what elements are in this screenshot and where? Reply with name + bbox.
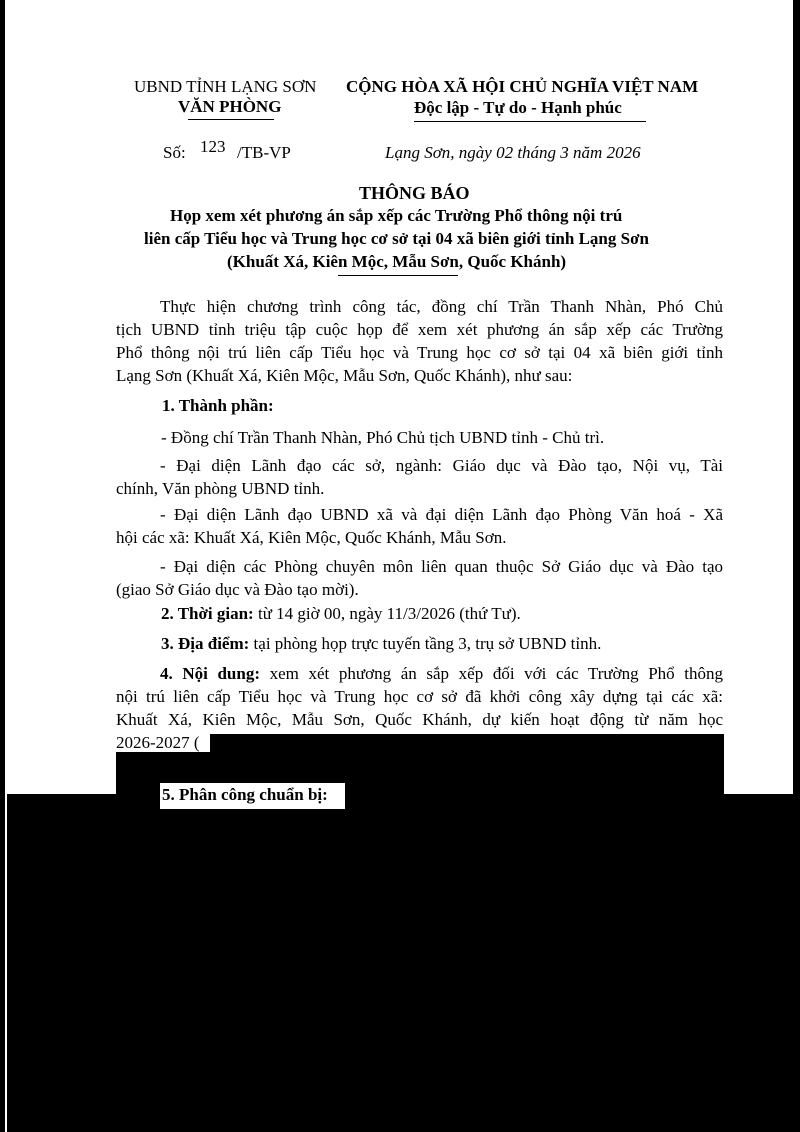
section-1-item-3	[116, 503, 723, 549]
section-4-line-1-text: xem xét phương án sắp xếp đối với các Trường Phổ thông	[260, 664, 723, 683]
section-3-label: 3. Địa điểm:	[161, 634, 250, 653]
document-number-prefix: Số:	[163, 143, 186, 162]
nation-line-2: Độc lập - Tự do - Hạnh phúc	[414, 98, 622, 117]
left-page-border	[0, 0, 5, 1132]
org-line-1: UBND TỈNH LẠNG SƠN	[134, 77, 317, 96]
section-4-line-2: nội trú liên cấp Tiểu học và Trung học cơ sở đã khởi công xây dựng tại các xã:	[116, 687, 723, 706]
org-underline	[188, 119, 274, 120]
notice-title-line-2: liên cấp Tiểu học và Trung học cơ sở tại 04 xã biên giới tỉnh Lạng Sơn	[144, 229, 649, 248]
org-line-2: VĂN PHÒNG	[178, 97, 282, 116]
section-4-label: 4. Nội dung:	[160, 664, 261, 683]
notice-title-line-1: Họp xem xét phương án sắp xếp các Trường Phổ thông nội trú	[170, 206, 623, 225]
intro-line-1: Thực hiện chương trình công tác, đồng chí Trần Thanh Nhàn, Phó Chủ	[160, 297, 723, 316]
section-2-label: 2. Thời gian:	[161, 604, 254, 623]
notice-title-line-3: (Khuất Xá, Kiên Mộc, Mẫu Sơn, Quốc Khánh)	[227, 252, 567, 271]
section-1-item-2	[116, 454, 723, 500]
notice-heading: THÔNG BÁO	[359, 183, 470, 203]
section-1-item-4-line-2: (giao Sở Giáo dục và Đào tạo mời).	[116, 580, 359, 599]
section-4-line-4: 2026-2027 (	[116, 733, 200, 752]
section-3-text: tại phòng họp trực tuyến tầng 3, trụ sở UBND tỉnh.	[249, 634, 602, 653]
section-1-heading: 1. Thành phần:	[162, 396, 274, 415]
place-date: Lạng Sơn, ngày 02 tháng 3 năm 2026	[385, 143, 641, 162]
section-1-item-1: - Đồng chí Trần Thanh Nhàn, Phó Chủ tịch UBND tỉnh - Chủ trì.	[161, 428, 605, 447]
section-1-item-3-line-1: - Đại diện Lãnh đạo UBND xã và đại diện Lãnh đạo Phòng Văn hoá - Xã	[160, 505, 723, 524]
section-1-item-2-line-1: - Đại diện Lãnh đạo các sở, ngành: Giáo dục và Đào tạo, Nội vụ, Tài	[160, 456, 723, 475]
title-underline	[338, 275, 458, 276]
occluded-region-lower	[7, 794, 793, 1132]
section-2-text: từ 14 giờ 00, ngày 11/3/2026 (thứ Tư).	[253, 604, 521, 623]
section-5-heading: 5. Phân công chuẩn bị:	[162, 785, 328, 804]
section-1-item-3-line-2: hội các xã: Khuất Xá, Kiên Mộc, Quốc Khánh, Mẫu Sơn.	[116, 528, 507, 547]
section-2-time	[161, 604, 521, 624]
section-4-line-3: Khuất Xá, Kiên Mộc, Mẫu Sơn, Quốc Khánh, dự kiến hoạt động từ năm học	[116, 710, 723, 729]
nation-line-1: CỘNG HÒA XÃ HỘI CHỦ NGHĨA VIỆT NAM	[346, 77, 699, 96]
right-page-border	[793, 0, 800, 1132]
intro-paragraph	[116, 295, 723, 387]
intro-line-3: Phổ thông nội trú liên cấp Tiểu học và Trung học cơ sở tại 04 xã biên giới tỉnh	[116, 343, 723, 362]
section-4-line-1	[116, 662, 723, 685]
section-1-item-4-line-1: - Đại diện các Phòng chuyên môn liên quan thuộc Sở Giáo dục và Đào tạo	[160, 557, 723, 576]
intro-line-4: Lạng Sơn (Khuất Xá, Kiên Mộc, Mẫu Sơn, Quốc Khánh), như sau:	[116, 366, 573, 385]
document-number-value: 123	[200, 137, 226, 156]
section-1-item-4	[116, 555, 723, 601]
document-number-suffix: /TB-VP	[237, 143, 291, 162]
section-1-item-2-line-2: chính, Văn phòng UBND tỉnh.	[116, 479, 325, 498]
section-3-location	[161, 634, 601, 654]
nation-underline	[414, 121, 646, 122]
intro-line-2: tịch UBND tỉnh triệu tập cuộc họp để xem xét phương án sắp xếp các Trường	[116, 320, 723, 339]
